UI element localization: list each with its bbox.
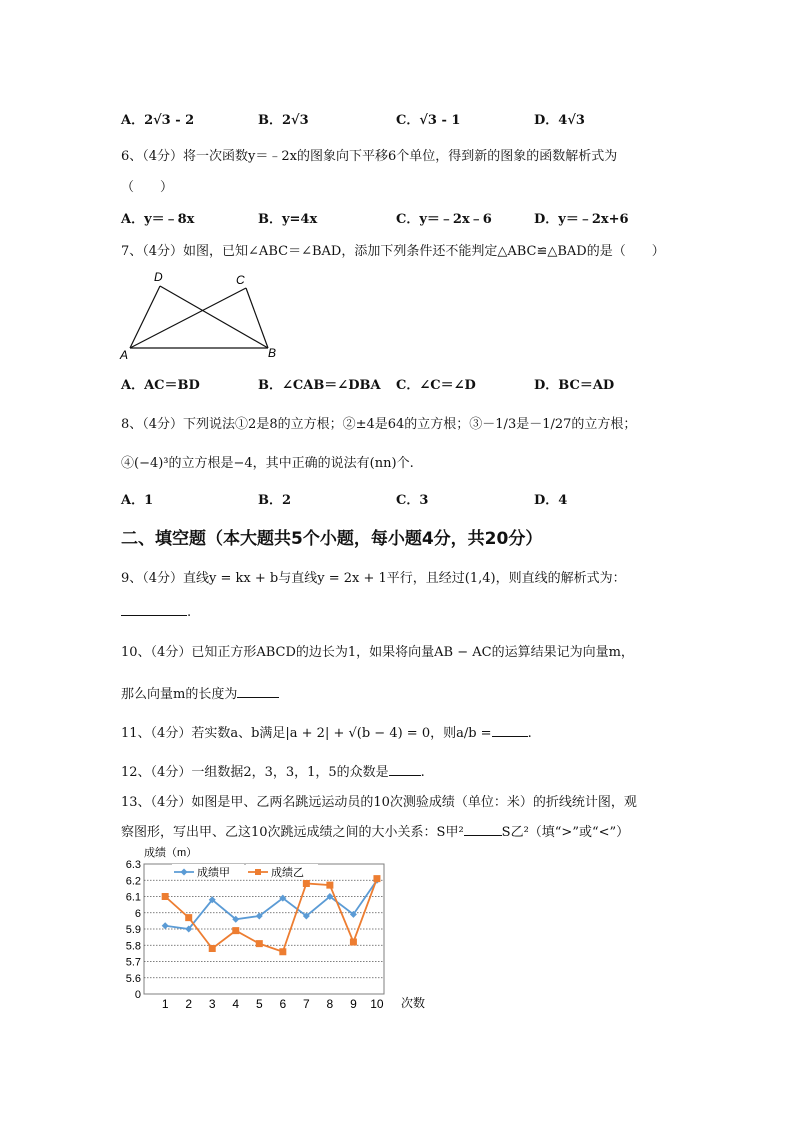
data-point-yi bbox=[185, 914, 192, 921]
q9-end: . bbox=[187, 605, 192, 620]
q6-option-d: D．y＝﹣2x+6 bbox=[534, 212, 629, 227]
x-tick-label: 10 bbox=[370, 997, 384, 1011]
label-b: B bbox=[268, 346, 277, 360]
x-tick-label: 5 bbox=[255, 997, 263, 1011]
q11-blank[interactable] bbox=[492, 724, 528, 737]
x-tick-label: 1 bbox=[161, 997, 169, 1011]
q11-line bbox=[121, 722, 532, 741]
x-tick-label: 7 bbox=[303, 997, 310, 1011]
q6-stem: 6、（4分）将一次函数y＝﹣2x的图象向下平移6个单位，得到新的图象的函数解析式为 bbox=[121, 149, 618, 164]
q6-option-a: A．y＝﹣8x bbox=[121, 212, 195, 227]
q11-end: . bbox=[527, 726, 532, 741]
q5-option-a: A．2√3 ‑ 2 bbox=[121, 113, 195, 128]
q8-line2: ④(−4)³的立方根是−4，其中正确的说法有(nn)个. bbox=[121, 456, 414, 471]
chart-xlabel: 次数 bbox=[401, 996, 426, 1010]
q7-option-a: A．AC＝BD bbox=[121, 378, 200, 393]
q5-option-b: B．2√3 bbox=[258, 113, 309, 128]
legend-label: 成绩甲 bbox=[197, 867, 230, 879]
data-point-yi bbox=[256, 940, 263, 947]
chart-ylabel: 成绩（m） bbox=[144, 847, 198, 859]
y-tick-label: 6.1 bbox=[125, 891, 141, 904]
q9-blank[interactable] bbox=[121, 603, 187, 616]
data-point-yi bbox=[232, 927, 239, 934]
q8-option-d: D．4 bbox=[534, 493, 568, 508]
x-tick-label: 6 bbox=[279, 997, 287, 1011]
label-d: D bbox=[154, 270, 163, 284]
q12-text: 12、（4分）一组数据2，3，3，1，5的众数是 bbox=[121, 765, 389, 780]
q8-option-c: C．3 bbox=[396, 493, 429, 508]
data-point-yi bbox=[303, 880, 310, 887]
q10-line2-text: 那么向量m的长度为 bbox=[121, 687, 238, 702]
q12-line bbox=[121, 761, 425, 780]
segment-db bbox=[160, 286, 268, 348]
q6-paren: （ ） bbox=[121, 180, 174, 195]
x-tick-label: 4 bbox=[232, 997, 240, 1011]
q12-end: . bbox=[420, 765, 425, 780]
q6-option-b: B．y=4x bbox=[258, 212, 318, 227]
q8-option-b: B．2 bbox=[258, 493, 292, 508]
q13-line2 bbox=[121, 821, 629, 840]
x-tick-label: 8 bbox=[326, 997, 334, 1011]
data-point-yi bbox=[326, 882, 333, 889]
data-point-jia bbox=[162, 922, 169, 929]
y-tick-label: 5.7 bbox=[125, 956, 141, 969]
q12-blank[interactable] bbox=[389, 763, 421, 776]
label-c: C bbox=[236, 273, 245, 287]
legend-marker bbox=[255, 869, 261, 875]
q5-option-d: D．4√3 bbox=[534, 113, 585, 128]
q7-option-d: D．BC＝AD bbox=[534, 378, 615, 393]
segment-cb bbox=[246, 288, 268, 348]
q10-line1: 10、（4分）已知正方形ABCD的边长为1，如果将向量AB − AC的运算结果记为向量m， bbox=[121, 645, 634, 660]
y-tick-label: 6.3 bbox=[125, 859, 141, 871]
q9-line1: 9、（4分）直线y = kx + b与直线y = 2x + 1平行，且经过(1,4)，则直线的解析式为： bbox=[121, 571, 626, 586]
q8-option-a: A．1 bbox=[121, 493, 154, 508]
q7-figure bbox=[118, 268, 293, 363]
q5-option-c: C．√3 ‑ 1 bbox=[396, 113, 461, 128]
y-tick-label: 0 bbox=[134, 989, 141, 1001]
data-point-yi bbox=[209, 945, 216, 952]
q11-text: 11、（4分）若实数a、b满足|a + 2| + √(b − 4) = 0，则a/b = bbox=[121, 726, 492, 741]
q13-blank[interactable] bbox=[464, 823, 502, 836]
data-point-yi bbox=[162, 893, 169, 900]
q13-line1: 13、（4分）如图是甲、乙两名跳远运动员的10次测验成绩（单位：米）的折线统计图，观 bbox=[121, 795, 637, 810]
segment-ac bbox=[130, 288, 246, 348]
data-point-yi bbox=[279, 948, 286, 955]
y-tick-label: 6.2 bbox=[125, 875, 141, 888]
label-a: A bbox=[120, 348, 129, 362]
q10-blank[interactable] bbox=[237, 685, 279, 698]
x-tick-label: 9 bbox=[350, 997, 357, 1011]
x-tick-label: 3 bbox=[208, 997, 216, 1011]
y-tick-label: 5.9 bbox=[125, 924, 141, 936]
q6-option-c: C．y＝﹣2x﹣6 bbox=[396, 212, 492, 227]
q13-chart bbox=[118, 842, 438, 1014]
q9-answer-line bbox=[121, 603, 191, 620]
x-tick-label: 2 bbox=[185, 997, 193, 1011]
q13-line2-a: 察图形，写出甲、乙这10次跳远成绩之间的大小关系：S甲² bbox=[121, 825, 464, 840]
y-tick-label: 5.6 bbox=[125, 972, 141, 985]
q8-line1: 8、（4分）下列说法①2是8的立方根；②±4是64的立方根；③－1/3是－1/27的立方根； bbox=[121, 417, 637, 432]
q13-line2-b: S乙²（填“>”或“<”） bbox=[501, 825, 630, 840]
y-tick-label: 6 bbox=[134, 907, 141, 920]
series-line-2 bbox=[165, 879, 377, 952]
segment-ad bbox=[130, 286, 160, 348]
y-tick-label: 5.8 bbox=[125, 940, 141, 953]
data-point-yi bbox=[373, 875, 380, 882]
q7-option-c: C．∠C＝∠D bbox=[396, 378, 476, 393]
q10-line2 bbox=[121, 683, 279, 702]
q7-option-b: B．∠CAB＝∠DBA bbox=[258, 378, 381, 393]
data-point-yi bbox=[350, 939, 357, 946]
legend-label: 成绩乙 bbox=[271, 867, 304, 879]
section-title: 二、填空题（本大题共5个小题，每小题4分，共20分） bbox=[121, 529, 543, 549]
q7-stem: 7、（4分）如图，已知∠ABC＝∠BAD，添加下列条件还不能判定△ABC≌△BAD的是（ ） bbox=[121, 244, 665, 259]
